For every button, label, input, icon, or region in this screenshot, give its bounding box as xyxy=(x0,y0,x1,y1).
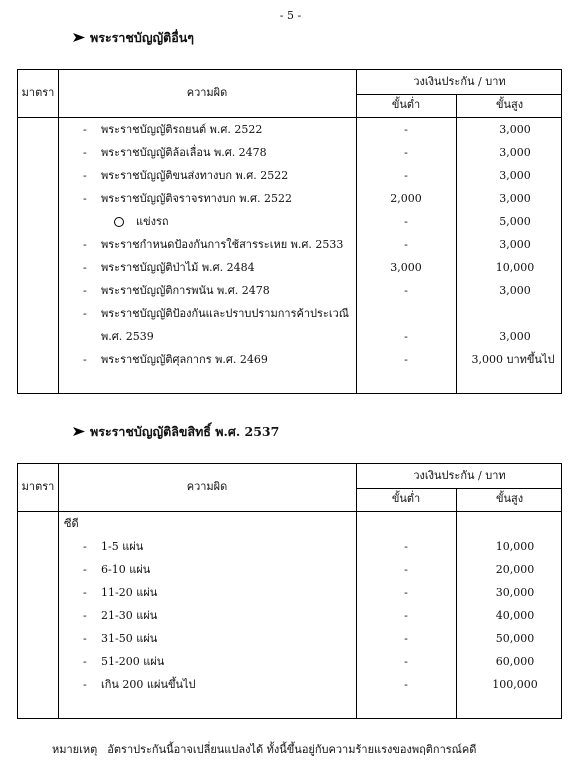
row-offense: พระราชกำหนดป้องกันการใช้สารระเหย พ.ศ. 2533 xyxy=(101,238,344,251)
row-dash: - xyxy=(83,307,87,320)
row-min-amount: - xyxy=(404,215,408,228)
category-row xyxy=(18,512,561,535)
row-dash: - xyxy=(83,632,87,645)
table-row xyxy=(18,581,561,604)
row-max-amount: 3,000 xyxy=(499,192,531,205)
bail-table-copyright xyxy=(17,463,562,719)
category-label: ซีดี xyxy=(64,517,79,530)
row-offense: พระราชบัญญัติศุลกากร พ.ศ. 2469 xyxy=(101,353,268,366)
arrow-bullet-icon xyxy=(72,32,86,43)
row-offense: พระราชบัญญัติการพนัน พ.ศ. 2478 xyxy=(101,284,270,297)
table-row xyxy=(18,118,561,141)
bail-table-other-acts xyxy=(17,69,562,394)
row-dash: - xyxy=(83,146,87,159)
row-offense: เกิน 200 แผ่นขึ้นไป xyxy=(101,678,196,691)
table-row xyxy=(18,604,561,627)
circle-bullet-icon xyxy=(114,217,124,227)
header-min-col: ขั้นต่ำ xyxy=(391,492,421,505)
row-max-amount: 5,000 xyxy=(499,215,531,228)
row-max-amount: 3,000 xyxy=(499,330,531,343)
table-row xyxy=(18,256,561,279)
table-row xyxy=(18,325,561,348)
row-offense: 6-10 แผ่น xyxy=(101,563,151,576)
header-amount-group: วงเงินประกัน / บาท xyxy=(413,75,506,88)
table-row xyxy=(18,279,561,302)
row-offense: พระราชบัญญัติรถยนต์ พ.ศ. 2522 xyxy=(101,123,263,136)
row-offense: พระราชบัญญัติป้องกันและปราบปรามการค้าประเวณี xyxy=(101,307,349,320)
row-offense: พระราชบัญญัติป่าไม้ พ.ศ. 2484 xyxy=(101,261,255,274)
row-offense: พระราชบัญญัติขนส่งทางบก พ.ศ. 2522 xyxy=(101,169,289,182)
row-dash: - xyxy=(83,540,87,553)
row-dash: - xyxy=(83,192,87,205)
row-offense: 1-5 แผ่น xyxy=(101,540,144,553)
row-min-amount: 2,000 xyxy=(390,192,422,205)
row-max-amount: 10,000 xyxy=(495,261,535,274)
row-max-amount: 3,000 xyxy=(499,123,531,136)
header-section-col: มาตรา xyxy=(21,86,55,99)
table-row xyxy=(18,535,561,558)
row-min-amount: - xyxy=(404,284,408,297)
row-offense: 31-50 แผ่น xyxy=(101,632,158,645)
row-max-amount: 3,000 บาทขึ้นไป xyxy=(471,353,555,366)
row-min-amount: - xyxy=(404,330,408,343)
table-row xyxy=(18,164,561,187)
row-dash: - xyxy=(83,261,87,274)
header-max-col: ขั้นสูง xyxy=(495,98,524,111)
row-offense: 21-30 แผ่น xyxy=(101,609,158,622)
row-max-amount: 20,000 xyxy=(495,563,535,576)
row-dash: - xyxy=(83,169,87,182)
row-max-amount: 50,000 xyxy=(495,632,535,645)
row-min-amount: - xyxy=(404,238,408,251)
row-min-amount: 3,000 xyxy=(390,261,422,274)
row-offense: พระราชบัญญัติล้อเลื่อน พ.ศ. 2478 xyxy=(101,146,267,159)
header-offense-col: ความผิด xyxy=(186,480,228,493)
row-offense: แข่งรถ xyxy=(136,215,169,228)
row-min-amount: - xyxy=(404,353,408,366)
row-dash: - xyxy=(83,678,87,691)
row-offense: พ.ศ. 2539 xyxy=(101,330,154,343)
row-dash: - xyxy=(83,238,87,251)
table-row xyxy=(18,627,561,650)
row-dash: - xyxy=(83,609,87,622)
header-amount-group: วงเงินประกัน / บาท xyxy=(413,469,506,482)
row-dash: - xyxy=(83,353,87,366)
row-min-amount: - xyxy=(404,169,408,182)
footnote-label: หมายเหตุ xyxy=(52,743,98,756)
row-offense: 51-200 แผ่น xyxy=(101,655,165,668)
section-heading-text: พระราชบัญญัติลิขสิทธิ์ พ.ศ. 2537 xyxy=(90,424,280,439)
row-dash: - xyxy=(83,284,87,297)
header-max-col: ขั้นสูง xyxy=(495,492,524,505)
row-min-amount: - xyxy=(404,146,408,159)
table-row xyxy=(18,558,561,581)
header-section-col: มาตรา xyxy=(21,480,55,493)
footnote-text: อัตราประกันนี้อาจเปลี่ยนแปลงได้ ทั้งนี้ขึ้นอยู่กับความร้ายแรงของพฤติการณ์คดี xyxy=(107,743,477,756)
row-max-amount: 60,000 xyxy=(495,655,535,668)
table-row xyxy=(18,348,561,371)
row-max-amount: 40,000 xyxy=(495,609,535,622)
row-min-amount: - xyxy=(404,563,408,576)
row-min-amount: - xyxy=(404,655,408,668)
table-row xyxy=(18,650,561,673)
row-dash: - xyxy=(83,563,87,576)
row-max-amount: 3,000 xyxy=(499,284,531,297)
row-min-amount: - xyxy=(404,586,408,599)
row-min-amount: - xyxy=(404,678,408,691)
section-heading-text: พระราชบัญญัติอื่นๆ xyxy=(90,30,195,45)
row-dash: - xyxy=(83,123,87,136)
row-min-amount: - xyxy=(404,609,408,622)
section-heading-other-acts xyxy=(72,28,194,48)
table-row xyxy=(18,302,561,325)
row-max-amount: 10,000 xyxy=(495,540,535,553)
table-row xyxy=(18,233,561,256)
row-min-amount: - xyxy=(404,632,408,645)
page-number: - 5 - xyxy=(279,9,302,22)
row-max-amount: 3,000 xyxy=(499,146,531,159)
table-row xyxy=(18,210,561,233)
row-dash: - xyxy=(83,655,87,668)
table-row xyxy=(18,187,561,210)
row-min-amount: - xyxy=(404,123,408,136)
section-heading-copyright-act xyxy=(72,422,279,442)
footnote xyxy=(52,740,476,758)
row-min-amount: - xyxy=(404,540,408,553)
row-max-amount: 30,000 xyxy=(495,586,535,599)
row-max-amount: 3,000 xyxy=(499,238,531,251)
row-offense: พระราชบัญญัติจราจรทางบก พ.ศ. 2522 xyxy=(101,192,293,205)
row-dash: - xyxy=(83,586,87,599)
row-max-amount: 3,000 xyxy=(499,169,531,182)
arrow-bullet-icon xyxy=(72,426,86,437)
table-row xyxy=(18,673,561,696)
header-min-col: ขั้นต่ำ xyxy=(391,98,421,111)
row-max-amount: 100,000 xyxy=(492,678,538,691)
header-offense-col: ความผิด xyxy=(186,86,228,99)
table-row xyxy=(18,141,561,164)
row-offense: 11-20 แผ่น xyxy=(101,586,158,599)
